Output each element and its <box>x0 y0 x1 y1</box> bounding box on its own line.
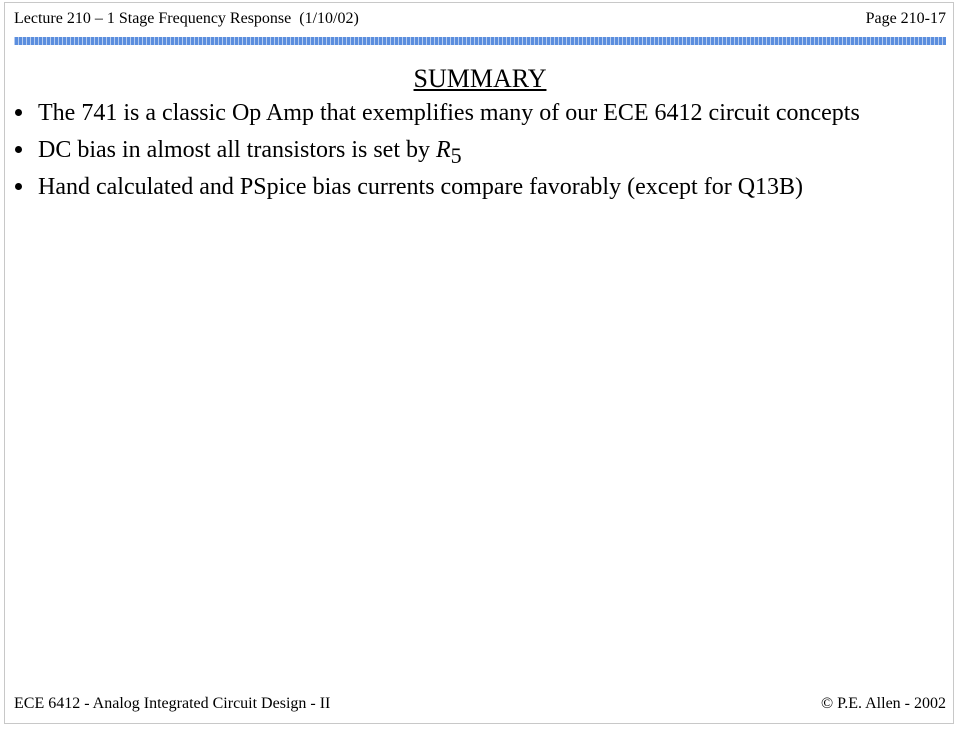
bullet-dot-icon <box>15 109 22 116</box>
slide-title: SUMMARY <box>413 64 547 93</box>
bullet-dot-icon <box>15 183 22 190</box>
header-lecture-title: Lecture 210 – 1 Stage Frequency Response (1/10/02) <box>14 10 359 27</box>
resistor-variable: R <box>435 137 451 163</box>
bullet-text: The 741 is a classic Op Amp that exemplifies many of our ECE 6412 circuit concepts <box>38 100 860 126</box>
header-divider-bar <box>14 37 946 45</box>
bullet-dot-icon <box>15 146 22 153</box>
bullet-text: DC bias in almost all transistors is set by <box>38 137 436 163</box>
resistor-subscript: 5 <box>450 143 462 168</box>
footer-course-title: ECE 6412 - Analog Integrated Circuit Design - II <box>14 695 331 712</box>
bullet-item <box>14 98 946 135</box>
bullet-item <box>14 172 946 209</box>
bullet-text: Hand calculated and PSpice bias currents compare favorably (except for Q13B) <box>38 174 804 200</box>
bullet-item <box>14 135 946 172</box>
bullet-list <box>14 98 946 209</box>
header-page-number: Page 210-17 <box>865 10 946 27</box>
footer-copyright: © P.E. Allen - 2002 <box>820 695 946 712</box>
